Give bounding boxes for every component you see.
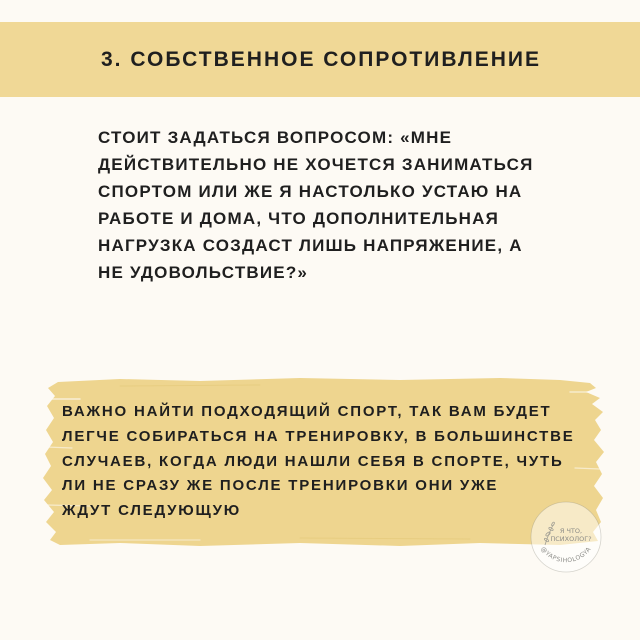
highlight-text-line: ЛИ НЕ СРАЗУ ЖЕ ПОСЛЕ ТРЕНИРОВКИ ОНИ УЖЕ [62, 477, 499, 495]
body-text-line: ДЕЙСТВИТЕЛЬНО НЕ ХОЧЕТСЯ ЗАНИМАТЬСЯ [98, 155, 534, 174]
logo-handle-text: @YAPSIHOLOGYA [539, 545, 593, 565]
logo-watermark [526, 497, 606, 577]
logo-text-line1: Я ЧТО, [559, 527, 583, 535]
highlight-text-line: СЛУЧАЕВ, КОГДА ЛЮДИ НАШЛИ СЕБЯ В СПОРТЕ, ЧУТЬ [62, 452, 564, 470]
body-text-line: РАБОТЕ И ДОМА, ЧТО ДОПОЛНИТЕЛЬНАЯ [98, 209, 500, 228]
body-text-line: СТОИТ ЗАДАТЬСЯ ВОПРОСОМ: «МНЕ [98, 128, 453, 147]
highlight-text-line: ЖДУТ СЛЕДУЮЩУЮ [62, 502, 242, 520]
page-title: 3. СОБСТВЕННОЕ СОПРОТИВЛЕНИЕ [101, 47, 541, 71]
logo-text-line2: ПСИХОЛОГ? [550, 535, 592, 543]
body-text-line: НЕ УДОВОЛЬСТВИЕ?» [98, 263, 309, 282]
body-text-line: СПОРТОМ ИЛИ ЖЕ Я НАСТОЛЬКО УСТАЮ НА [98, 182, 523, 201]
highlight-paragraph [62, 400, 575, 524]
body-text-line: НАГРУЗКА СОЗДАСТ ЛИШЬ НАПРЯЖЕНИЕ, А [98, 236, 523, 255]
highlight-text-line: ЛЕГЧЕ СОБИРАТЬСЯ НА ТРЕНИРОВКУ, В БОЛЬШИНСТВЕ [62, 427, 575, 445]
highlight-text-line: ВАЖНО НАЙТИ ПОДХОДЯЩИЙ СПОРТ, ТАК ВАМ БУДЕТ [62, 403, 552, 420]
